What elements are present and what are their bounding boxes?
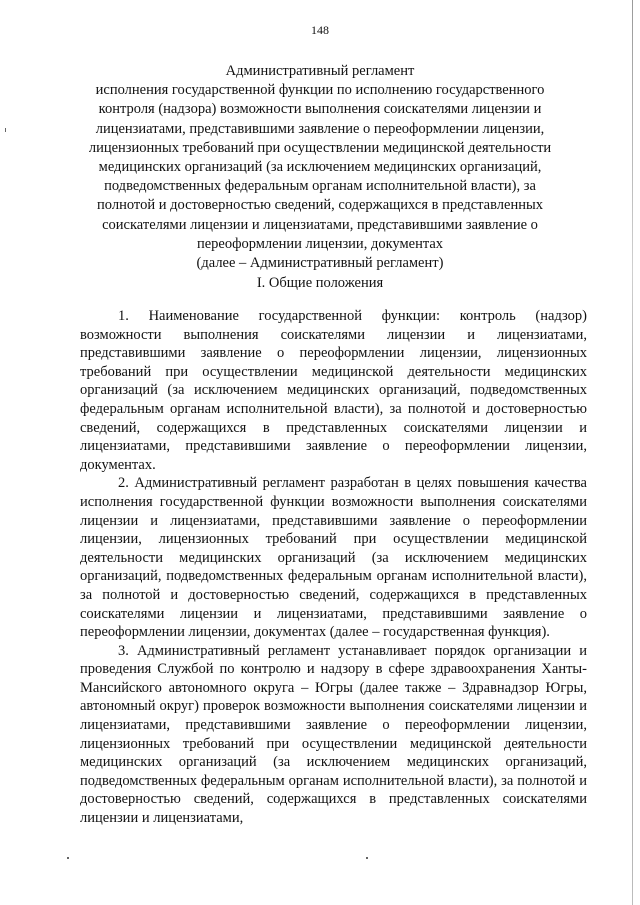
title-line: соискателями лицензии и лицензиатами, представившими заявление о <box>102 216 538 233</box>
document-body <box>80 307 587 828</box>
paragraph-3: 3. Административный регламент устанавливает порядок организации и проведения Службой по контролю и надзору в сфере здравоохранения Ханты-Мансийского автономного округа – Югры (далее также – Здравнадзор Югры, автономный округ) проверок возможности выполнения соискателями лицензии и лицензиатами, представившими заявление о переоформлении лицензии, лицензионных требований при осуществлении медицинской деятельности медицинских организаций (за исключением медицинских организаций, подведомственных федеральным органам исполнительной власти), за полнотой и достоверностью сведений, содержащихся в представленных соискателями лицензии и лицензиатами, <box>80 642 587 827</box>
title-line: подведомственных федеральным органам исполнительной власти), за <box>104 178 536 195</box>
title-line: (далее – Административный регламент) <box>196 255 444 272</box>
scan-edge-line <box>632 0 633 905</box>
title-line: медицинских организаций (за исключением медицинских организаций, <box>98 159 542 176</box>
page-number: 148 <box>311 23 329 37</box>
scan-dot <box>366 857 368 859</box>
title-line: лицензионных требований при осуществлении медицинской деятельности <box>88 139 552 156</box>
title-line: Административный регламент <box>225 63 415 79</box>
section-heading: I. Общие положения <box>256 275 384 291</box>
title-line: контроля (надзора) возможности выполнения соискателями лицензии и <box>98 101 542 118</box>
title-line: переоформлении лицензии, документах <box>196 235 444 252</box>
title-line: исполнения государственной функции по исполнению государственного <box>95 82 545 99</box>
scan-dot <box>67 857 69 859</box>
title-line: полнотой и достоверностью сведений, содержащихся в представленных <box>97 197 543 214</box>
scan-mark <box>5 128 6 132</box>
title-line: лицензиатами, представившими заявление о переоформлении лицензии, <box>95 120 545 137</box>
paragraph-1: 1. Наименование государственной функции: контроль (надзор) возможности выполнения соискателями лицензии и лицензиатами, представившими заявление о переоформлении лицензии, лицензионных требований при осуществлении медицинской деятельности медицинских организаций (за исключением медицинских организаций, подведомственных федеральным органам исполнительной власти), за полнотой и достоверностью сведений, содержащихся в представленных соискателями лицензии и лицензиатами, представившими заявление о переоформлении лицензии, документах. <box>80 308 587 473</box>
paragraph-2: 2. Административный регламент разработан в целях повышения качества исполнения государственной функции возможности выполнения соискателями лицензии и лицензиатами, представившими заявление о переоформлении лицензии, лицензионных требований при осуществлении медицинской деятельности медицинских организаций (за исключением медицинских организаций, подведомственных федеральным органам исполнительной власти), за полнотой и достоверностью сведений, содержащихся в представленных соискателями лицензии и лицензиатами, представившими заявление о переоформлении лицензии, документах (далее – государственная функция). <box>80 475 587 641</box>
document-title <box>70 62 570 273</box>
